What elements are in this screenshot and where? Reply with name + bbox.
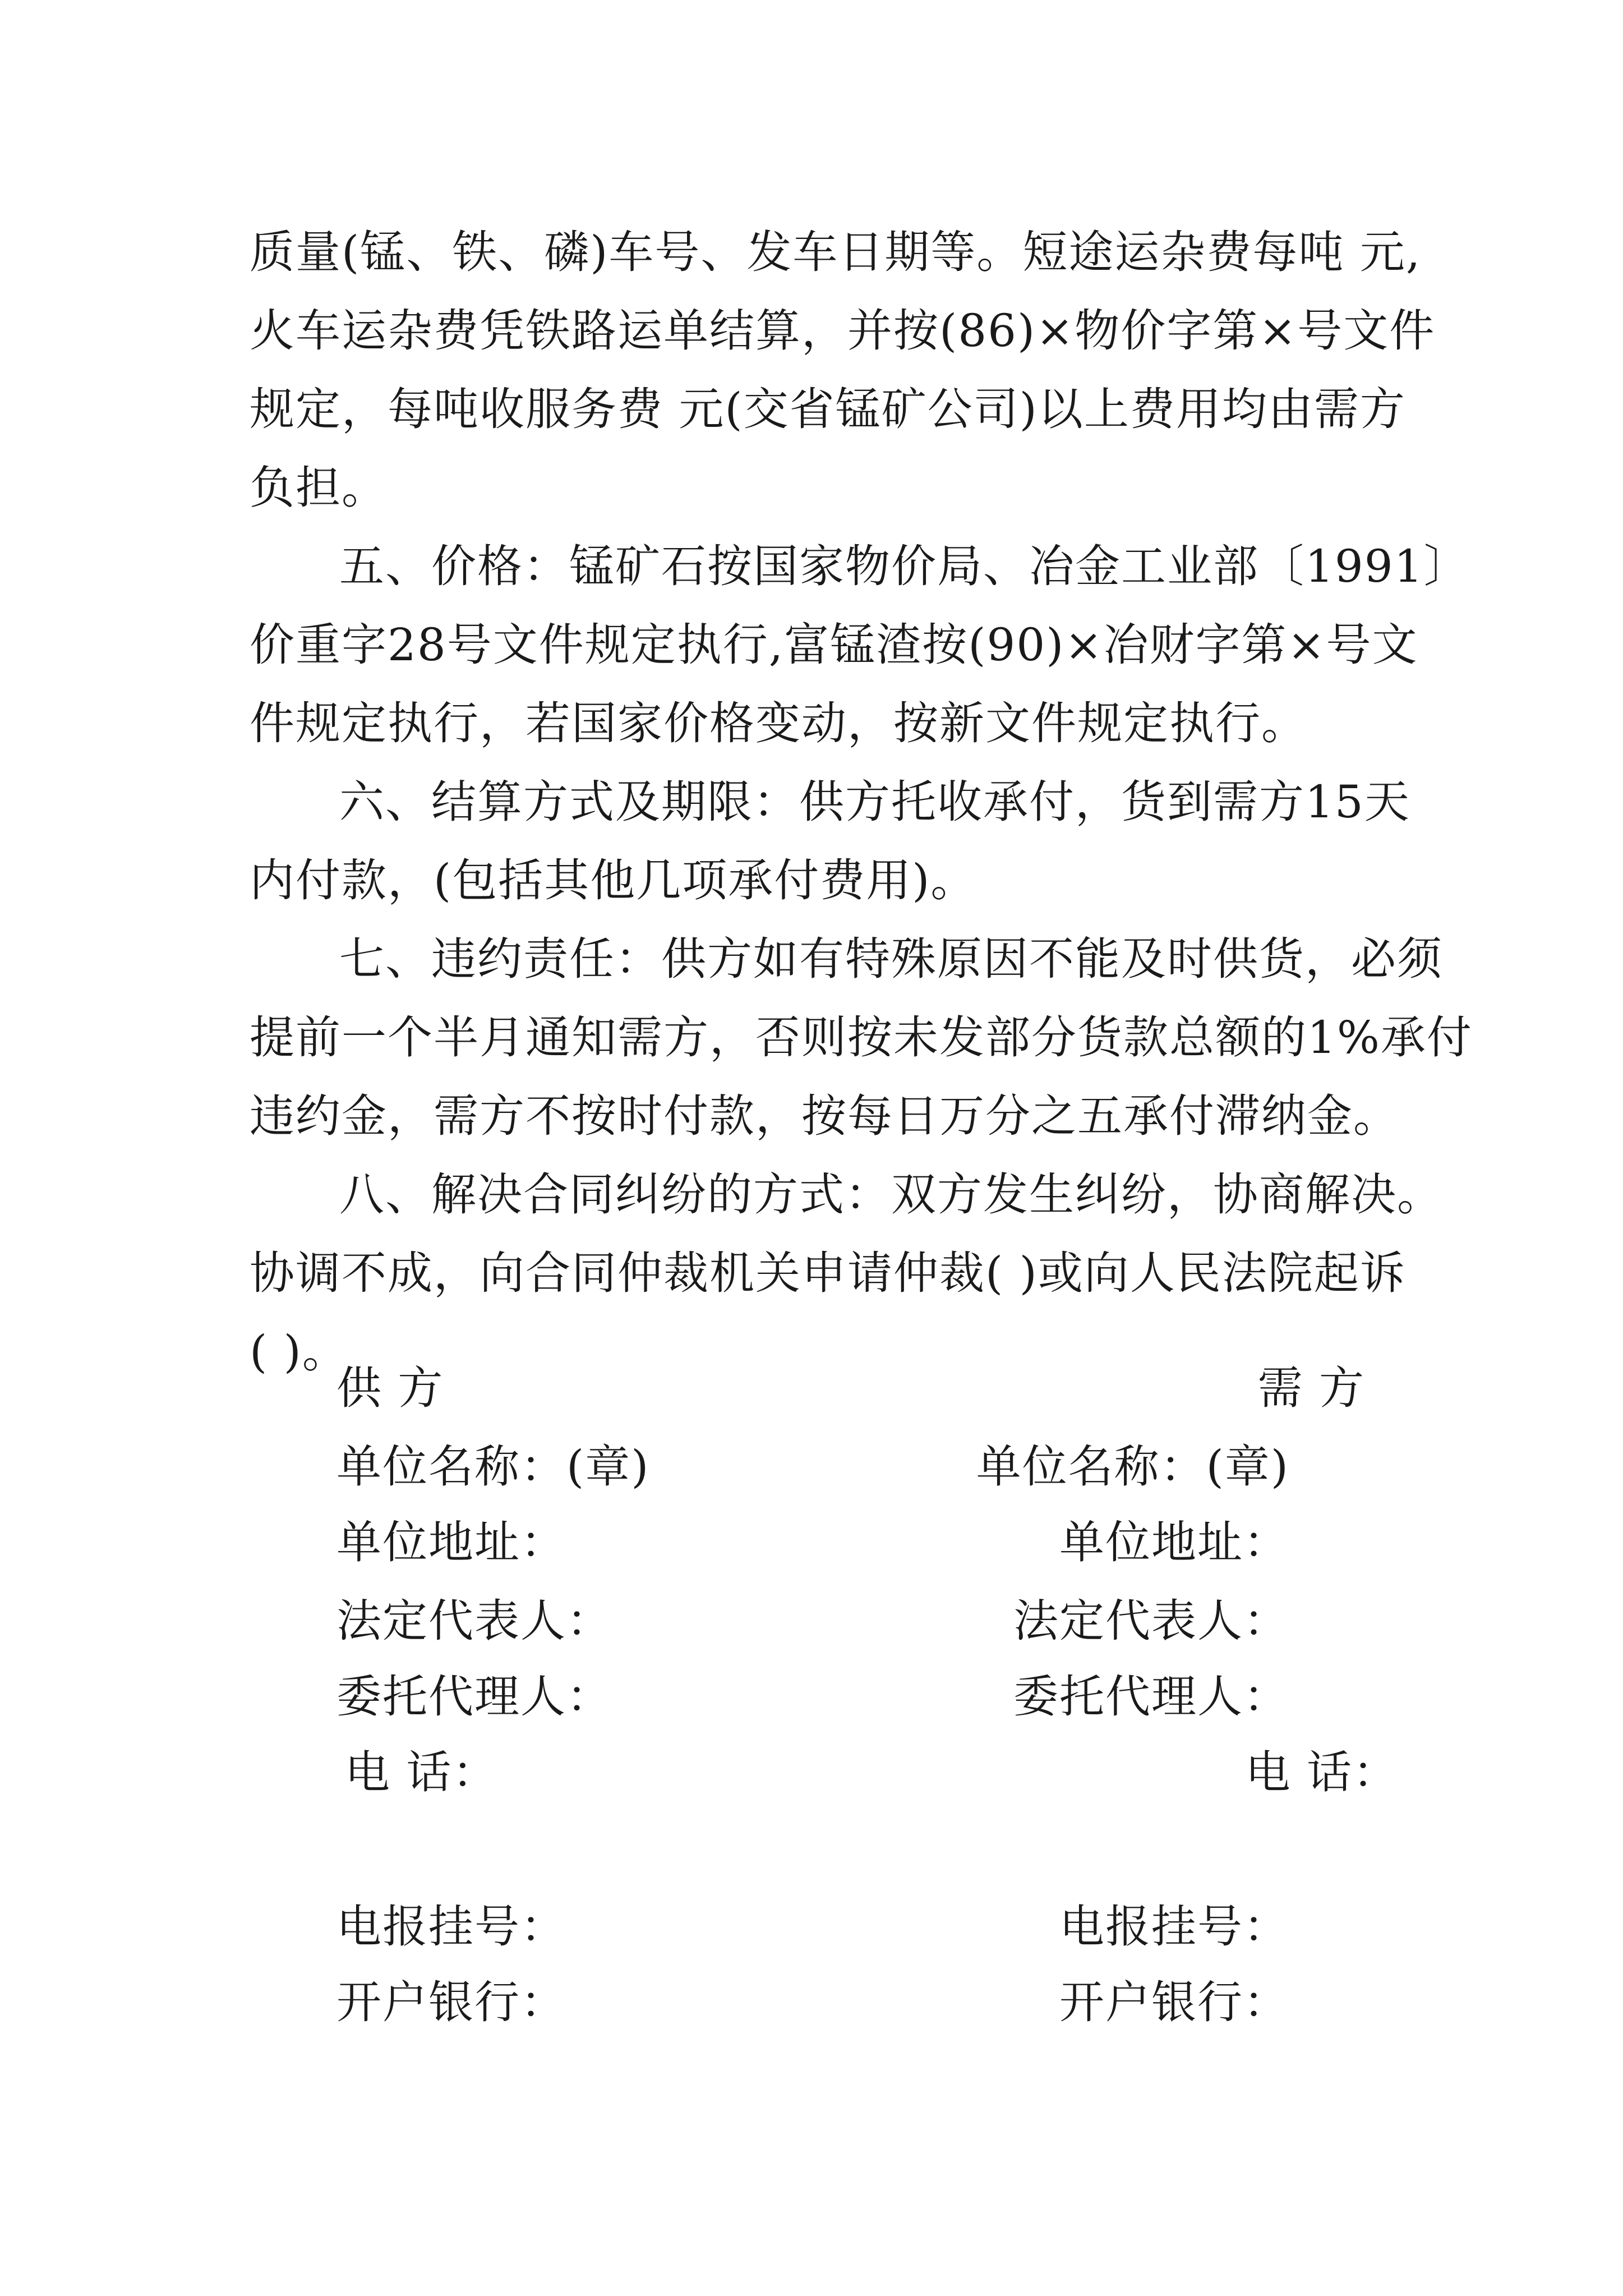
- contract-body: [250, 213, 1473, 1391]
- text-line: 八、解决合同纠纷的方式：双方发生纠纷，协商解决。: [339, 1168, 1443, 1221]
- paragraph-clause-4-cont: [250, 213, 1436, 527]
- text-line: 负担。: [250, 462, 388, 514]
- text-line: 价重字28号文件规定执行,富锰渣按(90)×冶财字第×号文: [250, 619, 1418, 671]
- text-line: 火车运杂费凭铁路运单结算，并按(86)×物价字第×号文件: [250, 305, 1436, 357]
- supplier-telegraph-code: 电报挂号：: [336, 1901, 566, 1953]
- supplier-phone: 电 话：: [345, 1746, 499, 1798]
- text-line: 规定，每吨收服务费 元(交省锰矿公司)以上费用均由需方: [250, 383, 1406, 435]
- buyer-unit-address: 单位地址：: [1059, 1516, 1289, 1568]
- paragraph-clause-8: [250, 1156, 1443, 1391]
- buyer-legal-representative: 法定代表人：: [1013, 1595, 1289, 1647]
- supplier-authorized-agent: 委托代理人：: [336, 1671, 612, 1723]
- text-line: 件规定执行，若国家价格变动，按新文件规定执行。: [250, 697, 1307, 749]
- supplier-unit-address: 单位地址：: [336, 1516, 566, 1568]
- paragraph-clause-7: [250, 920, 1473, 1156]
- supplier-bank: 开户银行：: [336, 1976, 566, 2028]
- buyer-telegraph-code: 电报挂号：: [1059, 1901, 1289, 1953]
- text-line: 内付款，(包括其他几项承付费用)。: [250, 854, 977, 907]
- buyer-heading: 需 方: [1257, 1362, 1365, 1414]
- supplier-unit-name: 单位名称：(章): [336, 1441, 650, 1493]
- text-line: 提前一个半月通知需方，否则按未发部分货款总额的1%承付: [250, 1011, 1473, 1064]
- text-line: 违约金，需方不按时付款，按每日万分之五承付滞纳金。: [250, 1090, 1399, 1142]
- buyer-bank: 开户银行：: [1059, 1976, 1289, 2028]
- text-line: 五、价格：锰矿石按国家物价局、冶金工业部〔1991〕: [339, 540, 1470, 592]
- buyer-authorized-agent: 委托代理人：: [1013, 1671, 1289, 1723]
- buyer-phone: 电 话：: [1245, 1746, 1399, 1798]
- text-line: 六、结算方式及期限：供方托收承付，货到需方15天: [339, 776, 1410, 828]
- paragraph-clause-6: [250, 763, 1410, 920]
- text-line: 七、违约责任：供方如有特殊原因不能及时供货，必须: [339, 933, 1443, 985]
- text-line: 质量(锰、铁、磷)车号、发车日期等。短途运杂费每吨 元,: [250, 226, 1422, 278]
- buyer-unit-name: 单位名称：(章): [976, 1441, 1289, 1493]
- supplier-legal-representative: 法定代表人：: [336, 1595, 612, 1647]
- paragraph-clause-5: [250, 527, 1470, 763]
- text-line: ( )。: [250, 1326, 348, 1378]
- supplier-heading: 供 方: [336, 1362, 444, 1414]
- text-line: 协调不成，向合同仲裁机关申请仲裁( )或向人民法院起诉: [250, 1247, 1406, 1299]
